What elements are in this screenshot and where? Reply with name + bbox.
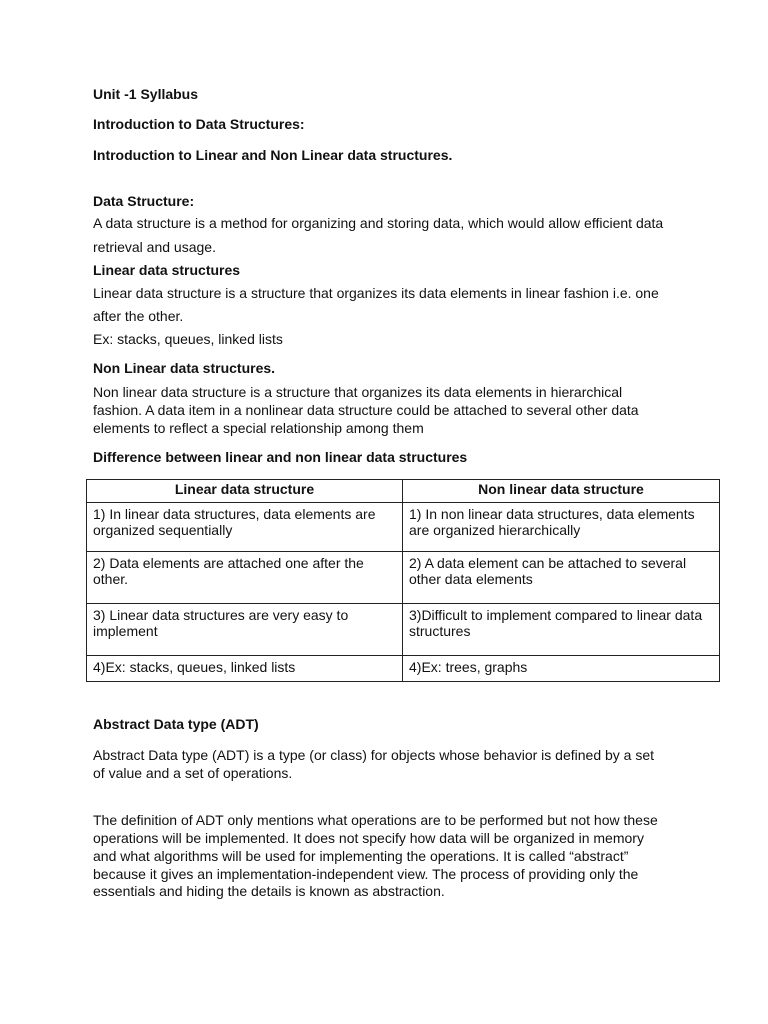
data-structure-title: Data Structure: xyxy=(93,193,195,209)
nonlinear-text-line-3: elements to reflect a special relationship among them xyxy=(93,420,424,436)
table-cell xyxy=(87,604,403,656)
cell-line: other. xyxy=(93,571,129,587)
intro-linear-heading: Introduction to Linear and Non Linear data structures. xyxy=(93,147,453,163)
cell-line: 3)Difficult to implement compared to linear data xyxy=(409,607,703,623)
table-row xyxy=(87,503,720,552)
table-cell xyxy=(87,552,403,604)
table-header-linear: Linear data structure xyxy=(87,480,403,503)
table-row xyxy=(87,552,720,604)
cell-line: organized sequentially xyxy=(93,522,233,538)
adt-para2-line-5: essentials and hiding the details is known as abstraction. xyxy=(93,883,445,899)
nonlinear-text-line-1: Non linear data structure is a structure that organizes its data elements in hierarchical xyxy=(93,384,623,400)
table-row xyxy=(87,656,720,682)
table-header-nonlinear: Non linear data structure xyxy=(403,480,720,503)
data-structure-text-line-1: A data structure is a method for organizing and storing data, which would allow efficient data xyxy=(93,215,664,231)
cell-line: are organized hierarchically xyxy=(409,522,581,538)
table-row xyxy=(87,604,720,656)
adt-title: Abstract Data type (ADT) xyxy=(93,716,259,732)
linear-example: Ex: stacks, queues, linked lists xyxy=(93,331,283,347)
table-cell xyxy=(403,656,720,682)
table-cell xyxy=(403,503,720,552)
cell-line: 1) In non linear data structures, data elements xyxy=(409,506,695,522)
unit-heading: Unit -1 Syllabus xyxy=(93,86,199,102)
intro-heading: Introduction to Data Structures: xyxy=(93,116,305,132)
cell-line: 2) Data elements are attached one after the xyxy=(93,555,364,571)
table-header-row xyxy=(87,480,720,503)
table-cell xyxy=(87,656,403,682)
cell-line: implement xyxy=(93,623,158,639)
cell-line: 4)Ex: stacks, queues, linked lists xyxy=(93,659,296,675)
table-cell xyxy=(403,552,720,604)
adt-para1-line-2: of value and a set of operations. xyxy=(93,765,293,781)
adt-para2-line-1: The definition of ADT only mentions what operations are to be performed but not how these xyxy=(93,812,658,828)
cell-line: 3) Linear data structures are very easy to xyxy=(93,607,349,623)
difference-title: Difference between linear and non linear data structures xyxy=(93,449,468,465)
nonlinear-text-line-2: fashion. A data item in a nonlinear data structure could be attached to several other data xyxy=(93,402,639,418)
cell-line: 4)Ex: trees, graphs xyxy=(409,659,528,675)
linear-text-line-2: after the other. xyxy=(93,308,184,324)
linear-title: Linear data structures xyxy=(93,262,241,278)
cell-line: 2) A data element can be attached to several xyxy=(409,555,687,571)
difference-table xyxy=(86,479,720,682)
adt-para1-line-1: Abstract Data type (ADT) is a type (or class) for objects whose behavior is defined by a set xyxy=(93,747,655,763)
cell-line: other data elements xyxy=(409,571,533,587)
adt-para2-line-4: because it gives an implementation-independent view. The process of providing only the xyxy=(93,866,639,882)
adt-para2-line-3: and what algorithms will be used for implementing the operations. It is called “abstract” xyxy=(93,848,629,864)
table-cell xyxy=(403,604,720,656)
cell-line: structures xyxy=(409,623,471,639)
nonlinear-title: Non Linear data structures. xyxy=(93,360,276,376)
data-structure-text-line-2: retrieval and usage. xyxy=(93,239,216,255)
cell-line: 1) In linear data structures, data elements are xyxy=(93,506,376,522)
table-cell xyxy=(87,503,403,552)
linear-text-line-1: Linear data structure is a structure that organizes its data elements in linear fashion i.e. one xyxy=(93,285,659,301)
adt-para2-line-2: operations will be implemented. It does not specify how data will be organized in memory xyxy=(93,830,644,846)
